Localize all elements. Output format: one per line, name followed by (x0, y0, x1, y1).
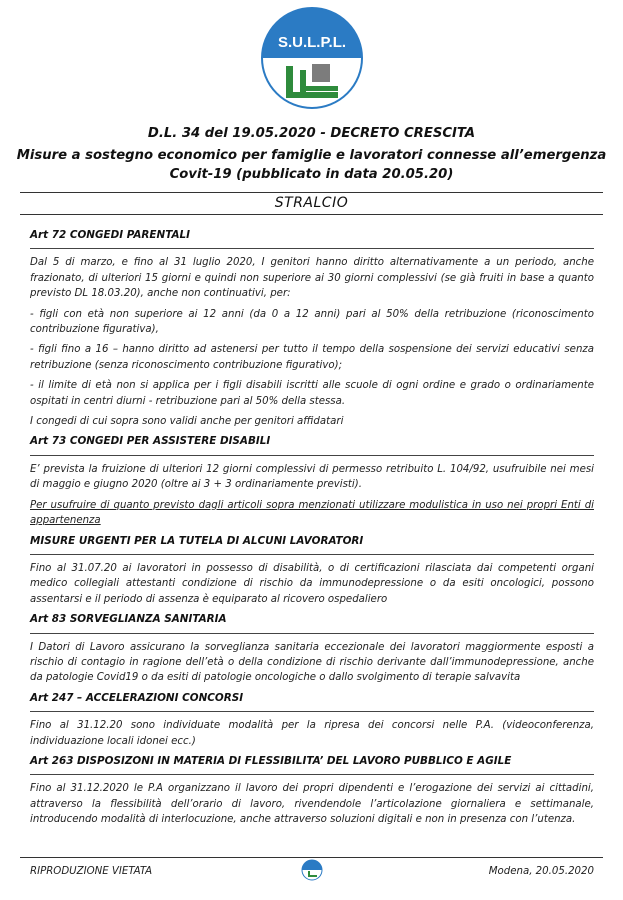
section-rule (30, 711, 594, 712)
paragraph: - figli con età non superiore ai 12 anni (da 0 a 12 anni) pari al 50% della retribuzione (riconoscimento contribuzione figurativa), (30, 308, 594, 336)
paragraph: E’ prevista la fruizione di ulteriori 12 giorni complessivi di permesso retribuito L. 104/92, usufruibile nei mesi di maggio e giugno 2020 (oltre ai 3 + 3 ordinariamente previsti). (30, 463, 594, 491)
section-rule (30, 554, 594, 555)
section-title: MISURE URGENTI PER LA TUTELA DI ALCUNI LAVORATORI (30, 534, 364, 547)
logo-text: S.U.L.P.L. (277, 34, 347, 51)
section-title: Art 263 DISPOSIZONI IN MATERIA DI FLESSIBILITA’ DEL LAVORO PUBBLICO E AGILE (30, 754, 512, 767)
section-title: Art 247 – ACCELERAZIONI CONCORSI (30, 691, 244, 704)
section-title: Art 73 CONGEDI PER ASSISTERE DISABILI (30, 435, 271, 448)
footer-place-date: Modena, 20.05.2020 (488, 866, 594, 877)
section-rule (30, 248, 594, 249)
section-art247 (30, 691, 594, 749)
paragraph: Fino al 31.12.20 sono individuate modalità per la ripresa dei concorsi nelle P.A. (videoconferenza, individuazione locali idonei ecc.) (30, 720, 594, 747)
paragraph: - il limite di età non si applica per i figli disabili iscritti alle scuole di ogni ordine e grado o ordinariamente ospitati in centri diurni - retribuzione pari al 50% della stessa. (30, 380, 594, 407)
footer-logo-icon (301, 859, 323, 881)
stralcio-heading: STRALCIO (274, 195, 349, 211)
section-art263 (30, 754, 594, 828)
stralcio-top-rule (20, 192, 603, 193)
section-rule (30, 633, 594, 634)
paragraph: Fino al 31.12.2020 le P.A organizzano il lavoro dei propri dipendenti e l’erogazione dei servizi ai cittadini, attraverso la flessibilità dell’orario di lavoro, rivendendole l’articolazione giornaliera e settimanale, introducendo modalità di interlocuzione, anche attraverso soluzioni digitali e non in presenza con l’utenza. (30, 783, 594, 826)
section-art83 (30, 612, 594, 686)
paragraph: I congedi di cui sopra sono validi anche per genitori affidatari (30, 416, 344, 428)
document-body (30, 228, 594, 833)
sulpl-logo (252, 6, 372, 114)
section-art73 (30, 434, 594, 528)
section-rule (30, 774, 594, 775)
section-rule (30, 455, 594, 456)
footer-rule (20, 857, 603, 858)
section-misure-urgenti (30, 534, 594, 608)
decree-title: D.L. 34 del 19.05.2020 - DECRETO CRESCITA (147, 126, 476, 141)
paragraph: I Datori di Lavoro assicurano la sorveglianza sanitaria eccezionale dei lavoratori maggiormente esposti a rischio di contagio in ragione dell’età o della condizione di rischio derivante dall’immunodepressione, anche da patologie Covid19 o da esiti di patologie oncologiche o dallo svolgimento di terapie salvavita (30, 641, 594, 684)
section-art72 (30, 228, 594, 429)
stralcio-bottom-rule (20, 214, 603, 215)
modulistica-note: Per usufruire di quanto previsto dagli articoli sopra menzionati utilizzare modulistica in uso nei propri Enti di appartenenza (30, 499, 594, 527)
paragraph: Dal 5 di marzo, e fino al 31 luglio 2020, I genitori hanno diritto alternativamente a un periodo, anche frazionato, di ulteriori 15 giorni e quindi non superiore ai 30 giorni complessivi (se già fruiti in base a quanto previsto DL 18.03.20), anche non continuativi, per: (30, 257, 594, 300)
paragraph: - figli fino a 16 – hanno diritto ad astenersi per tutto il tempo della sospensione dei servizi educativi senza retribuzione (senza riconoscimento contribuzione figurativo); (30, 344, 594, 371)
paragraph: Fino al 31.07.20 ai lavoratori in possesso di disabilità, o di certificazioni rilasciata dai competenti organi medico collegiali attestanti condizione di rischio da immunodepressione o da esiti oncologici, possono assentarsi e il periodo di assenza è equiparato al ricovero ospedaliero (30, 562, 594, 605)
section-title: Art 83 SORVEGLIANZA SANITARIA (30, 613, 227, 626)
footer-reproduction-notice: RIPRODUZIONE VIETATA (30, 866, 153, 877)
section-title: Art 72 CONGEDI PARENTALI (30, 229, 191, 241)
decree-subtitle-line2: Covit-19 (pubblicato in data 20.05.20) (169, 167, 454, 182)
decree-subtitle-line1: Misure a sostegno economico per famiglie e lavoratori connesse all’emergenza (16, 148, 607, 163)
